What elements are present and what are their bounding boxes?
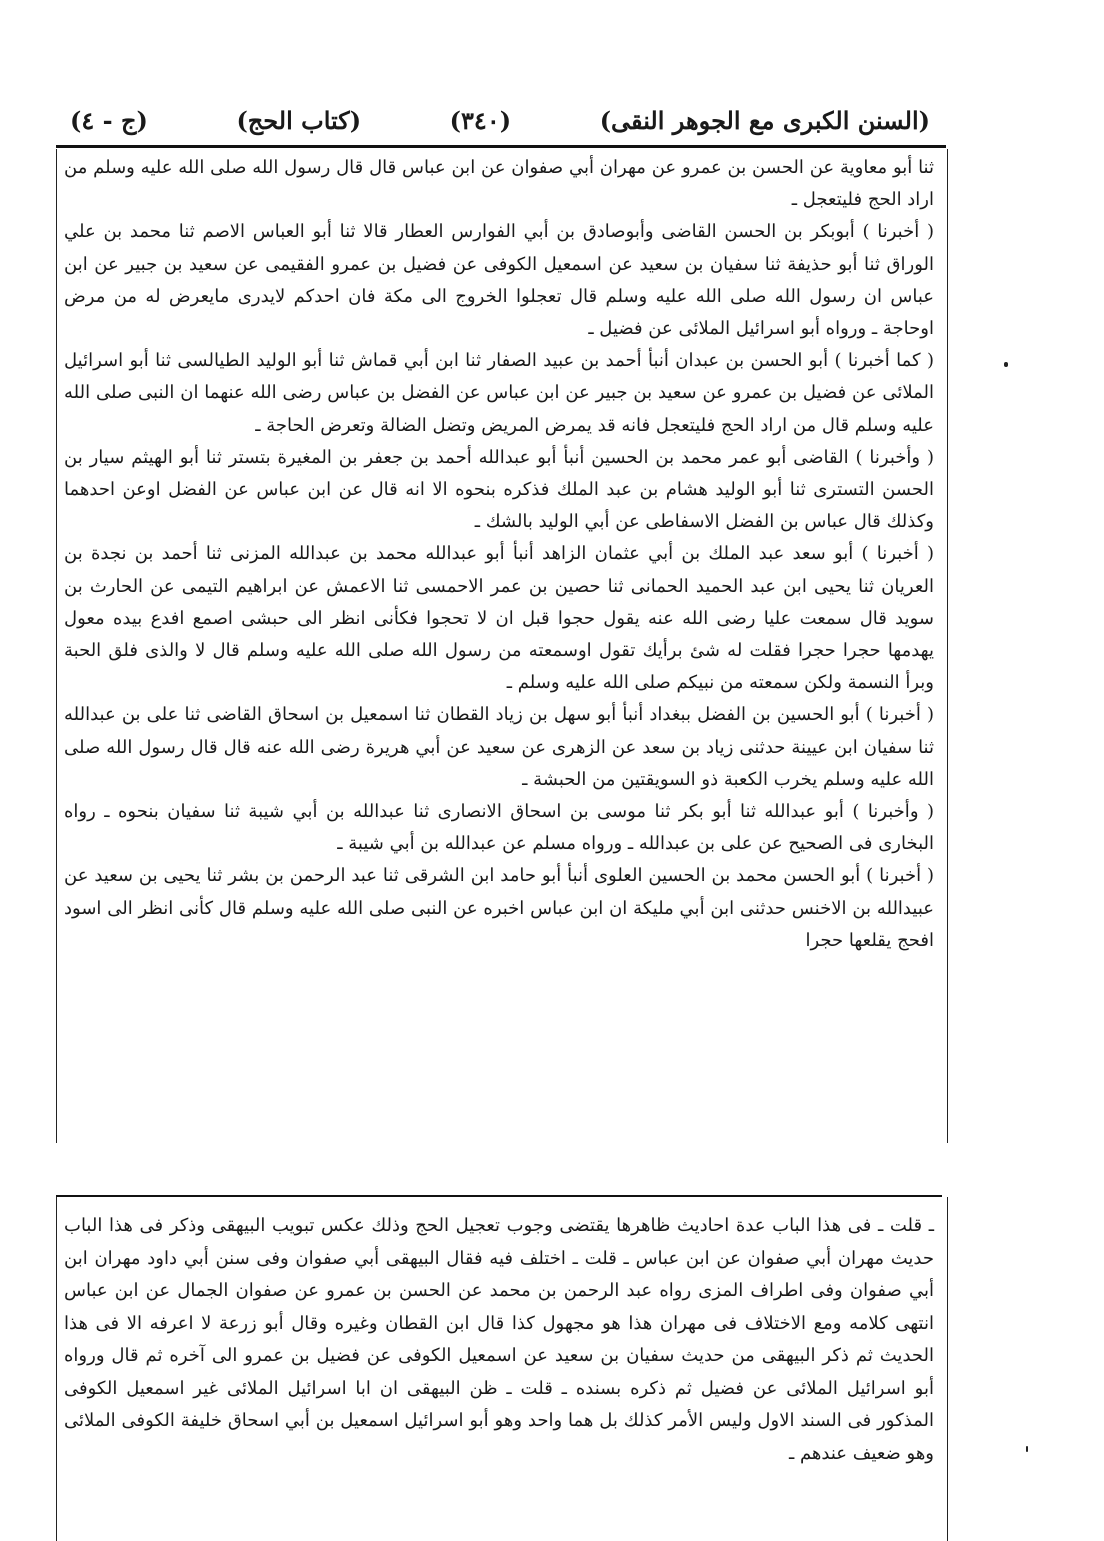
page-number: (٣٤٠) — [449, 105, 512, 135]
header-rule — [56, 145, 946, 148]
hadith-paragraph: ( وأخبرنا ) أبو عبدالله ثنا أبو بكر ثنا موسى بن اسحاق الانصارى ثنا عبدالله بن أبي شيبة ثنا سفيان بنحوه ـ رواه البخارى فى الصحيح عن على بن عبدالله ـ ورواه مسلم عن عبدالله بن أبي شيبة ـ — [64, 801, 934, 855]
hadith-paragraph: ( أخبرنا ) أبوبكر بن الحسن القاضى وأبوصادق بن أبي الفوارس العطار قالا ثنا أبو العباس الاصم ثنا محمد بن علي الوراق ثنا أبو حذيفة ثنا سفيان بن سعيد عن اسمعيل الكوفى عن فضيل بن عمرو الفقيمى عن سعيد بن جبير عن ابن عباس ان رسول الله صلى الله عليه وسلم قال تعجلوا الخروج الى مكة فان احدكم لايدرى مايعرض له من مرض اوحاجة ـ ورواه أبو اسرائيل الملائى عن فضيل ـ — [64, 221, 934, 340]
hadith-paragraph: ( وأخبرنا ) القاضى أبو عمر محمد بن الحسين أنبأ أبو عبدالله أحمد بن جعفر بن المغيرة بتستر ثنا أبو الهيثم سيار بن الحسن التسترى ثنا أبو الوليد هشام بن عبد الملك فذكره بنحوه الا انه قال عن ابن عباس عن الفضل اوعن احدهما وكذلك قال عباس بن الفضل الاسفاطى عن أبي الوليد بالشك ـ — [64, 446, 935, 533]
book-title: (السنن الكبرى مع الجوهر النقى) — [599, 105, 930, 135]
main-text — [64, 152, 934, 957]
hadith-paragraph: ( كما أخبرنا ) أبو الحسن بن عبدان أنبأ أحمد بن عبيد الصفار ثنا ابن أبي قماش ثنا أبو الوليد الطيالسى ثنا أبو اسرائيل الملائى عن فضيل بن عمرو عن سعيد بن جبير عن ابن عباس عن الفضل بن عباس رضى الله عنهما ان النبى صلى الله عليه وسلم قال من اراد الحج فليتعجل فانه قد يمرض المريض وتضل الضالة وتعرض الحاجة ـ — [64, 350, 934, 436]
chapter-title: (كتاب الحج) — [236, 105, 362, 135]
hadith-paragraph: ( أخبرنا ) أبو سعد عبد الملك بن أبي عثمان الزاهد أنبأ أبو عبدالله محمد بن عبدالله المزنى ثنا أحمد بن نجدة بن العريان ثنا يحيى ابن عبد الحميد الحمانى ثنا حصين بن عمر الاحمسى ثنا الاعمش عن ابراهيم التيمى عن الحارث بن سويد قال سمعت عليا رضى الله عنه يقول حجوا قبل ان لا تحجوا فكأنى انظر الى حبشى اصمع افدع بيده معول يهدمها حجرا حجرا فقلت له شئ برأيك تقول اوسمعته من رسول الله صلى الله عليه وسلم قال لا والذى فلق الحبة وبرأ النسمة ولكن سمعته من نبيكم صلى الله عليه وسلم ـ — [64, 543, 934, 694]
hadith-paragraph: ( أخبرنا ) أبو الحسن محمد بن الحسين العلوى أنبأ أبو حامد ابن الشرقى ثنا عبد الرحمن بن بشر ثنا يحيى بن سعيد عن عبيدالله بن الاخنس حدثنى ابن أبي مليكة ان ابن عباس اخبره عن النبى صلى الله عليه وسلم قال كأنى انظر الى اسود افحج يقلعها حجرا — [64, 865, 934, 951]
hadith-paragraph: ( أخبرنا ) أبو الحسين بن الفضل ببغداد أنبأ أبو سهل بن زياد القطان ثنا اسمعيل بن اسحاق القاضى ثنا على بن عبدالله ثنا سفيان ابن عيينة حدثنى زياد بن سعد عن الزهرى عن سعيد عن أبي هريرة رضى الله عنه قال قال رسول الله صلى الله عليه وسلم يخرب الكعبة ذو السويقتين من الحبشة ـ — [64, 704, 934, 790]
commentary-text — [64, 1210, 934, 1470]
volume-number: (ج - ٤) — [70, 105, 148, 135]
margin-mark — [1026, 1446, 1028, 1452]
margin-mark — [1004, 362, 1008, 367]
hadith-paragraph: ثنا أبو معاوية عن الحسن بن عمرو عن مهران أبي صفوان عن ابن عباس قال قال رسول الله صلى الله عليه وسلم من اراد الحج فليتعجل ـ — [64, 157, 934, 211]
running-header — [70, 100, 930, 140]
commentary-paragraph: ـ قلت ـ فى هذا الباب عدة احاديث ظاهرها يقتضى وجوب تعجيل الحج وذلك عكس تبويب البيهقى وذكر فى هذا الباب حديث مهران أبي صفوان عن ابن عباس ـ قلت ـ اختلف فيه فقال البيهقى أبي صفوان وفى سنن أبي داود مهران ابن أبي صفوان وفى اطراف المزى رواه عبد الرحمن بن محمد عن الحسن بن عمرو عن صفوان الجمال عن ابن عباس انتهى كلامه ومع الاختلاف فى مهران هذا هو مجهول كذا قال ابن القطان وغيره وقال أبو زرعة لا اعرفه الا فى هذا الحديث ثم ذكر البيهقى من حديث سفيان بن سعيد عن اسمعيل الكوفى عن فضيل بن عمرو الى آخره ثم قال ورواه أبو اسرائيل الملائى عن فضيل ثم ذكره بسنده ـ قلت ـ ظن البيهقى ان ابا اسرائيل الملائى غير اسمعيل الكوفى المذكور فى السند الاول وليس الأمر كذلك بل هما واحد وهو أبو اسرائيل اسمعيل بن أبي اسحاق خليفة الكوفى الملائى وهو ضعيف عندهم ـ — [64, 1215, 935, 1464]
